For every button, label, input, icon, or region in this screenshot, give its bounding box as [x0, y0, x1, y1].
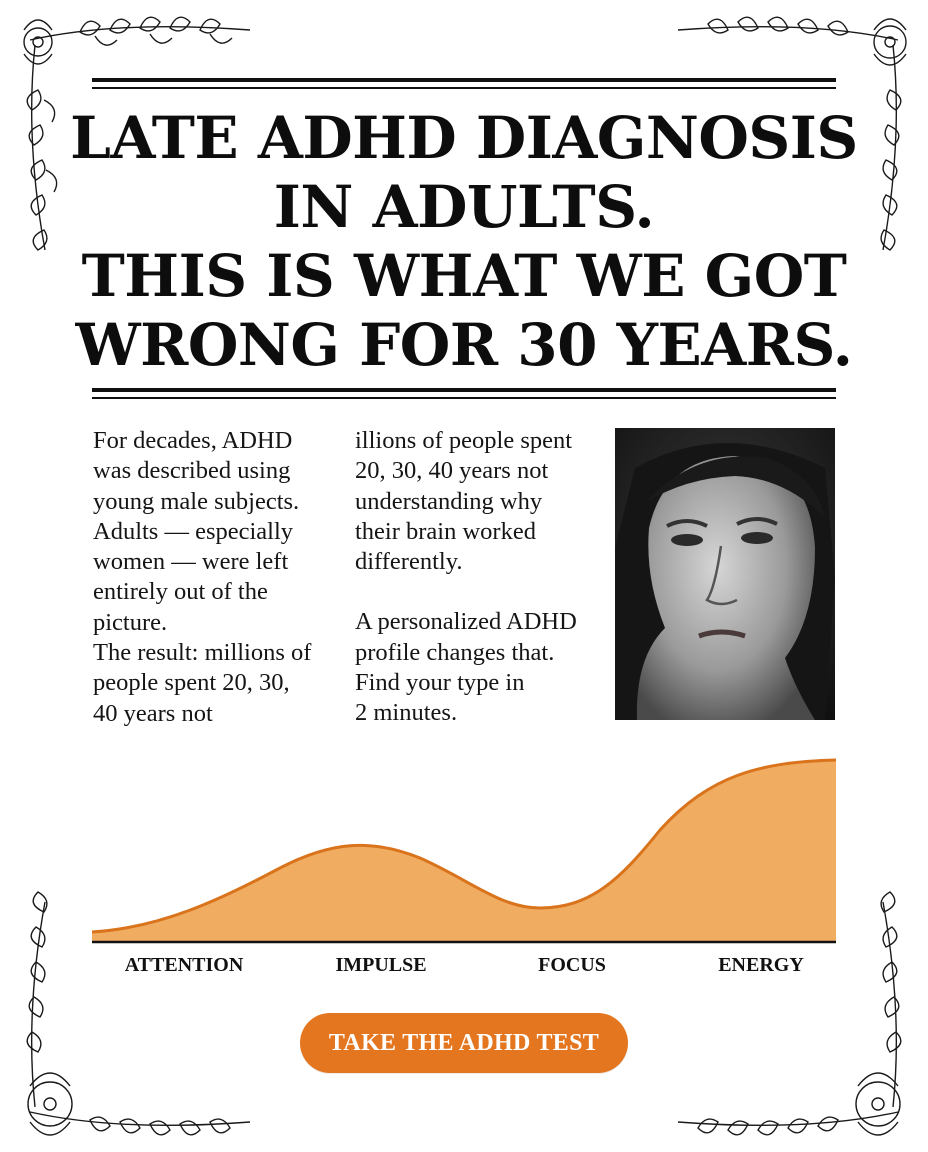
body-line: Adults — especially: [93, 517, 294, 545]
chart-area-fill: [92, 760, 836, 942]
body-line: differently.: [355, 548, 463, 576]
body-line: A personalized ADHD: [355, 608, 577, 636]
body-line: people spent 20, 30,: [93, 669, 290, 697]
body-line: young male subjects.: [93, 487, 300, 515]
headline-line: THIS IS WHAT WE GOT: [81, 242, 847, 310]
body-line: understanding why: [355, 487, 543, 515]
body-line: 20, 30, 40 years not: [355, 457, 549, 485]
body-line: profile changes that.: [355, 638, 555, 666]
body-line: women — were left: [93, 548, 289, 576]
x-tick-label: IMPULSE: [335, 954, 427, 976]
x-tick-label: ATTENTION: [124, 954, 244, 976]
x-tick-label: ENERGY: [718, 954, 804, 976]
body-line: picture.: [93, 608, 168, 636]
headline-line: LATE ADHD DIAGNOSIS: [70, 104, 858, 172]
body-line: was described using: [93, 457, 291, 485]
headline-line: IN ADULTS.: [273, 173, 655, 241]
headline-line: WRONG FOR 30 YEARS.: [75, 311, 853, 379]
body-line: 40 years not: [93, 699, 213, 727]
body-line: their brain worked: [355, 517, 536, 545]
body-line: The result: millions of: [93, 639, 312, 667]
body-line: For decades, ADHD: [93, 427, 293, 454]
body-line: Find your type in: [355, 669, 525, 697]
take-test-button[interactable]: TAKE THE ADHD TEST: [300, 1013, 628, 1073]
body-line: illions of people spent: [355, 427, 573, 454]
body-line: entirely out of the: [93, 578, 268, 606]
body-line: 2 minutes.: [355, 699, 458, 727]
x-tick-label: FOCUS: [538, 954, 606, 976]
